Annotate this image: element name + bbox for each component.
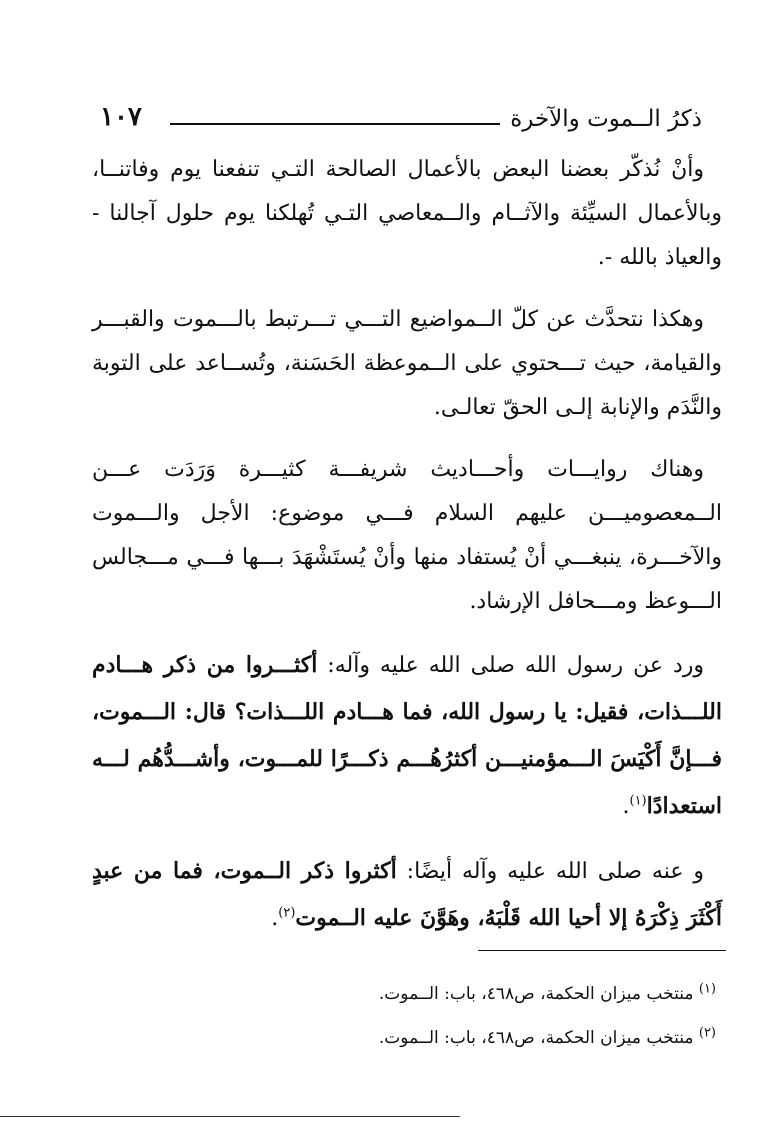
page-body <box>92 148 722 960</box>
hadith-1-intro: ورد عن رسول الله صلى الله عليه وآله: <box>317 653 704 678</box>
footnote-2-text: منتخب ميزان الحكمة، ص٤٦٨، باب: الــموت. <box>378 1028 694 1048</box>
hadith-2-text: أكثروا ذكر الــموت، فما من عبدٍ أَكْثَرَ ذِكْرَهُ إلا أحيا الله قَلْبَهُ، وهَوَّنَ عليه الــموت <box>92 858 722 931</box>
hadith-paragraph-2 <box>92 848 722 942</box>
page-number: ١٠٧ <box>100 102 142 132</box>
paragraph-2: وهكذا نتحدَّث عن كلّ الــمواضيع التـــي تـــرتبط بالـــموت والقبـــر والقيامة، حيث تـــحتوي على الــموعظة الحَسَنة، وتُســاعد على التوبة والنَّدَم والإنابة إلـى الحقّ تعالـى. <box>92 307 722 420</box>
footnotes <box>92 972 722 1060</box>
hadith-2-intro: و عنه صلى الله عليه وآله أيضًا: <box>396 859 704 884</box>
paragraph-1: وأنْ نُذكّر بعضنا البعض بالأعمال الصالحة التـي تنفعنا يوم وفاتنــا، وبالأعمال السيِّئة والآثــام والــمعاصي التـي تُهلكنا يوم حلول آجالنا - والعياذ بالله -. <box>92 157 722 270</box>
footnote-2 <box>92 1016 722 1060</box>
paragraph-3: وهناك روايـــات وأحـــاديث شريفـــة كثيـــرة وَرَدَت عـــن الــمعصوميـــن عليهم السلام فـــي موضوع: الأجل والـــموت والآخـــرة، ينبغـــي أنْ يُستفاد منها وأنْ يُستَشْهَدَ بـــها فـــي مـــجالس الـــوعظ ومـــحافل الإرشاد. <box>92 457 722 614</box>
hadith-1-text: أكثـــروا من ذكر هـــادم اللـــذات، فقيل: يا رسول الله، فما هـــادم اللـــذات؟ قال: الـــموت، فـــإنَّ أَكْيَسَ الـــمؤمنيـــن أكثرُهُـــم ذكـــرًا للمـــوت، وأشـــدُّهُم لـــه استعدادًا <box>92 652 722 819</box>
hadith-1-end: . <box>622 794 630 819</box>
footnote-2-ref: (٢) <box>698 1025 716 1041</box>
footnote-divider <box>478 950 726 951</box>
footnote-1 <box>92 972 722 1016</box>
scan-edge-line <box>0 1116 460 1117</box>
hadith-2-end: . <box>271 906 279 931</box>
page-header <box>100 92 702 132</box>
running-title: ذكرُ الــموت والآخرة <box>510 106 702 132</box>
header-rule <box>170 123 500 125</box>
footnote-ref-1: (١) <box>629 793 647 809</box>
footnote-1-text: منتخب ميزان الحكمة، ص٤٦٨، باب: الــموت. <box>378 984 694 1004</box>
footnote-1-ref: (١) <box>698 981 716 997</box>
hadith-paragraph-1 <box>92 642 722 830</box>
footnote-ref-2: (٢) <box>278 905 296 921</box>
